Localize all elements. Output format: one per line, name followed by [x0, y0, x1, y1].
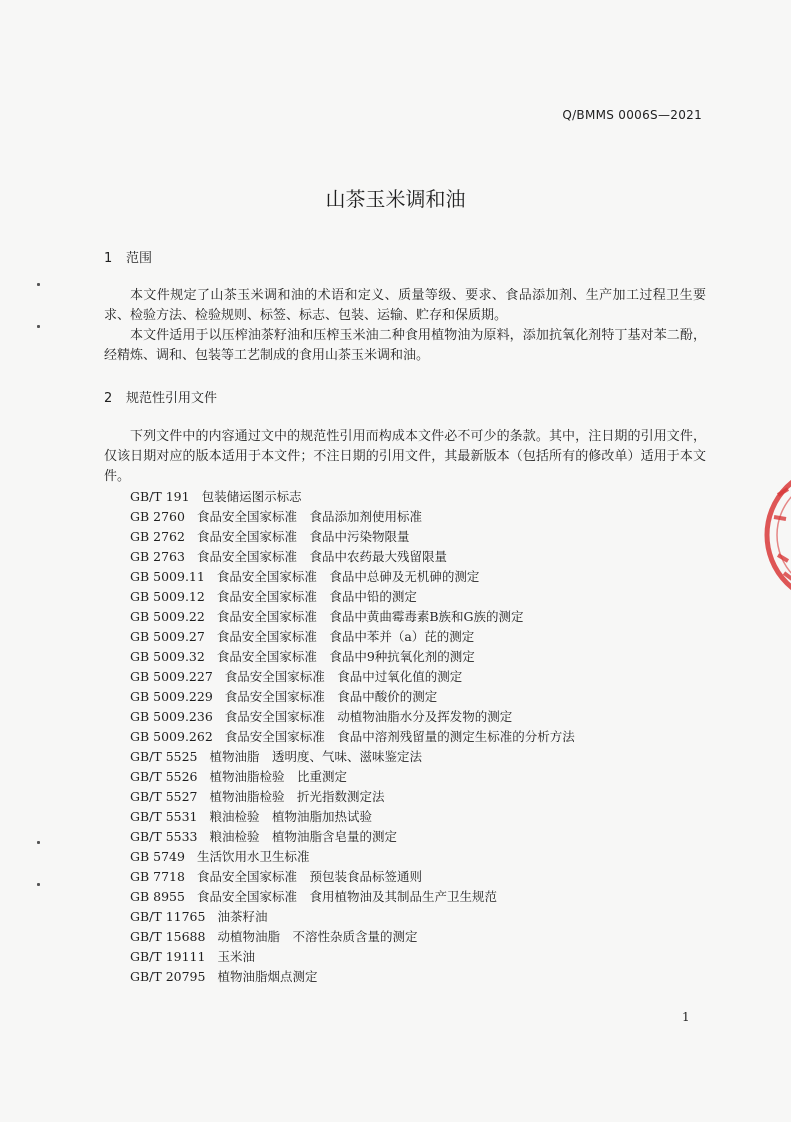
- reference-title: 食品安全国家标准 食品中污染物限量: [196, 529, 410, 544]
- scan-speck: [37, 841, 40, 844]
- reference-title: 食品安全国家标准 食品中总砷及无机砷的测定: [216, 569, 480, 584]
- list-item: [130, 767, 575, 787]
- list-item: [130, 567, 575, 587]
- list-item: [130, 607, 575, 627]
- reference-code: GB 5009.262: [130, 729, 213, 744]
- list-item: [130, 947, 575, 967]
- reference-title: 食品安全国家标准 预包装食品标签通则: [196, 869, 422, 884]
- page-number: 1: [682, 1010, 690, 1024]
- reference-title: 食品安全国家标准 食品中铅的测定: [216, 589, 417, 604]
- list-item: [130, 787, 575, 807]
- reference-title: 油茶籽油: [217, 909, 268, 924]
- reference-title: 生活饮用水卫生标准: [196, 849, 310, 864]
- reference-code: GB/T 5533: [130, 829, 198, 844]
- list-item: [130, 587, 575, 607]
- list-item: [130, 527, 575, 547]
- section-number: 2: [104, 391, 113, 406]
- reference-code: GB/T 5527: [130, 789, 198, 804]
- list-item: [130, 887, 575, 907]
- list-item: [130, 487, 575, 507]
- reference-code: GB 5009.22: [130, 609, 205, 624]
- reference-code: GB 5749: [130, 849, 185, 864]
- reference-title: 食品安全国家标准 食品中9种抗氧化剂的测定: [216, 649, 475, 664]
- reference-code: GB 5009.32: [130, 649, 205, 664]
- reference-title: 包装储运图示标志: [201, 489, 302, 504]
- reference-title: 植物油脂烟点测定: [217, 969, 318, 984]
- reference-code: GB 5009.236: [130, 709, 213, 724]
- reference-title: 粮油检验 植物油脂加热试验: [209, 809, 373, 824]
- reference-code: GB/T 5525: [130, 749, 198, 764]
- list-item: [130, 667, 575, 687]
- list-item: [130, 747, 575, 767]
- page-title: 山茶玉米调和油: [325, 187, 466, 211]
- reference-code: GB/T 11765: [130, 909, 206, 924]
- reference-list: [130, 487, 575, 987]
- reference-title: 食品安全国家标准 食品中苯并（a）芘的测定: [216, 629, 475, 644]
- list-item: [130, 627, 575, 647]
- scope-paragraph-2: 本文件适用于以压榨油茶籽油和压榨玉米油二种食用植物油为原料，添加抗氧化剂特丁基对苯二酚，经精炼、调和、包装等工艺制成的食用山茶玉米调和油。: [104, 328, 706, 363]
- list-item: [130, 687, 575, 707]
- section-heading-scope: [104, 247, 152, 266]
- list-item: [130, 927, 575, 947]
- section-title: 规范性引用文件: [126, 391, 218, 406]
- reference-title: 食品安全国家标准 食品中农药最大残留限量: [196, 549, 447, 564]
- reference-title: 粮油检验 植物油脂含皂量的测定: [209, 829, 398, 844]
- scan-speck: [37, 883, 40, 886]
- list-item: [130, 967, 575, 987]
- doc-code: Q/BMMS 0006S—2021: [562, 108, 702, 122]
- list-item: [130, 907, 575, 927]
- reference-title: 植物油脂 透明度、气味、滋味鉴定法: [209, 749, 423, 764]
- reference-code: GB 2763: [130, 549, 185, 564]
- section-heading-normative-references: [104, 387, 217, 406]
- list-item: [130, 727, 575, 747]
- list-item: [130, 547, 575, 567]
- list-item: [130, 707, 575, 727]
- reference-code: GB/T 5531: [130, 809, 198, 824]
- reference-code: GB/T 191: [130, 489, 190, 504]
- reference-code: GB 8955: [130, 889, 185, 904]
- section-title: 范围: [126, 251, 153, 266]
- scan-speck: [37, 283, 40, 286]
- list-item: [130, 807, 575, 827]
- reference-code: GB/T 20795: [130, 969, 206, 984]
- reference-code: GB 5009.229: [130, 689, 213, 704]
- reference-code: GB 5009.12: [130, 589, 205, 604]
- section-number: 1: [104, 251, 113, 266]
- reference-title: 植物油脂检验 比重测定: [209, 769, 348, 784]
- reference-title: 食品安全国家标准 食品中酸价的测定: [224, 689, 438, 704]
- reference-code: GB 2762: [130, 529, 185, 544]
- list-item: [130, 867, 575, 887]
- reference-title: 食品安全国家标准 食品中过氧化值的测定: [224, 669, 463, 684]
- reference-code: GB/T 15688: [130, 929, 206, 944]
- reference-title: 食品安全国家标准 动植物油脂水分及挥发物的测定: [224, 709, 513, 724]
- reference-code: GB/T 19111: [130, 949, 206, 964]
- reference-title: 玉米油: [217, 949, 255, 964]
- reference-title: 食品安全国家标准 食用植物油及其制品生产卫生规范: [196, 889, 497, 904]
- list-item: [130, 827, 575, 847]
- references-intro-paragraph: 下列文件中的内容通过文中的规范性引用而构成本文件必不可少的条款。其中，注日期的引用文件，仅该日期对应的版本适用于本文件；不注日期的引用文件，其最新版本（包括所有的修改单）适用于本文件。: [104, 429, 706, 484]
- list-item: [130, 847, 575, 867]
- reference-code: GB 7718: [130, 869, 185, 884]
- reference-code: GB 5009.227: [130, 669, 213, 684]
- scan-speck: [37, 325, 40, 328]
- scope-paragraph-1: 本文件规定了山茶玉米调和油的术语和定义、质量等级、要求、食品添加剂、生产加工过程卫生要求、检验方法、检验规则、标签、标志、包装、运输、贮存和保质期。: [104, 288, 706, 323]
- list-item: [130, 507, 575, 527]
- reference-code: GB/T 5526: [130, 769, 198, 784]
- reference-title: 食品安全国家标准 食品中溶剂残留量的测定生标准的分析方法: [224, 729, 575, 744]
- reference-title: 食品安全国家标准 食品中黄曲霉毒素B族和G族的测定: [216, 609, 524, 624]
- reference-title: 动植物油脂 不溶性杂质含量的测定: [217, 929, 418, 944]
- reference-title: 食品安全国家标准 食品添加剂使用标准: [196, 509, 422, 524]
- list-item: [130, 647, 575, 667]
- reference-code: GB 2760: [130, 509, 185, 524]
- reference-code: GB 5009.11: [130, 569, 205, 584]
- reference-title: 植物油脂检验 折光指数测定法: [209, 789, 385, 804]
- company-seal-icon: [760, 455, 791, 615]
- reference-code: GB 5009.27: [130, 629, 205, 644]
